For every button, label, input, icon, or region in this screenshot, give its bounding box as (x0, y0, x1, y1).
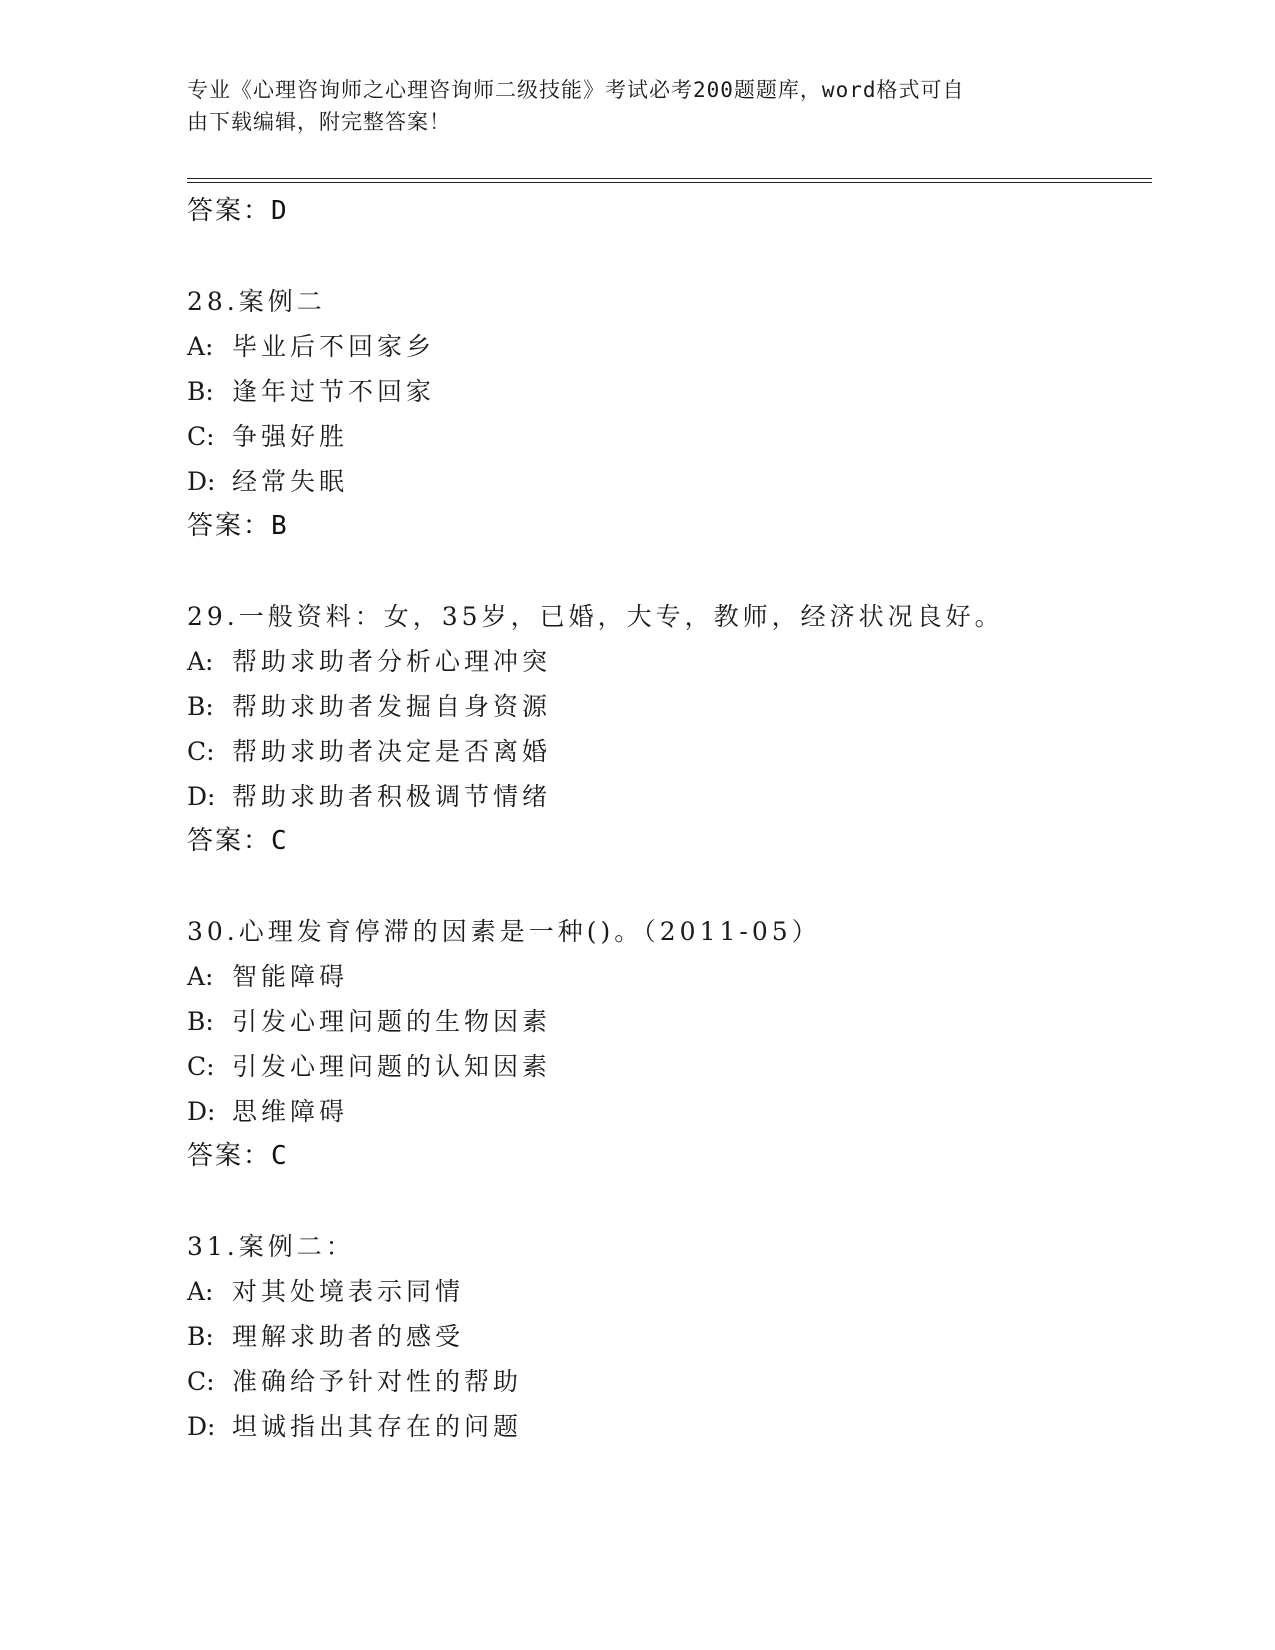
option-d (187, 1404, 1152, 1449)
option-letter: B: (187, 1007, 214, 1036)
question-block-29 (187, 594, 1152, 864)
answer-label: 答案： (187, 1141, 272, 1171)
option-letter: D: (187, 1097, 216, 1126)
option-c (187, 1359, 1152, 1404)
option-c (187, 1044, 1152, 1089)
option-letter: B: (187, 692, 214, 721)
spacer (187, 234, 1152, 279)
question-title: 29.一般资料：女，35岁，已婚，大专，教师，经济状况良好。 (187, 602, 1004, 631)
answer-value: D (271, 196, 289, 226)
option-text: 引发心理问题的认知因素 (232, 1052, 552, 1081)
option-letter: B: (187, 377, 214, 406)
option-b (187, 999, 1152, 1044)
document-header (187, 74, 1067, 138)
spacer (187, 549, 1152, 594)
option-letter: D: (187, 1412, 216, 1441)
answer-value: C (271, 1141, 289, 1171)
option-text: 毕业后不回家乡 (232, 332, 436, 361)
option-letter: B: (187, 1322, 214, 1351)
option-text: 帮助求助者决定是否离婚 (232, 737, 552, 766)
option-text: 争强好胜 (232, 422, 349, 451)
question-block-28 (187, 279, 1152, 549)
option-a (187, 639, 1152, 684)
option-c (187, 414, 1152, 459)
header-divider (187, 178, 1152, 183)
answer-line (187, 1134, 1152, 1179)
question-block-30 (187, 909, 1152, 1179)
option-text: 帮助求助者分析心理冲突 (232, 647, 552, 676)
option-text: 智能障碍 (232, 962, 349, 991)
answer-line (187, 819, 1152, 864)
option-b (187, 684, 1152, 729)
question-title: 30.心理发育停滞的因素是一种()。（2011-05） (187, 917, 821, 946)
option-letter: D: (187, 782, 216, 811)
answer-value: B (271, 511, 289, 541)
option-d (187, 774, 1152, 819)
option-text: 坦诚指出其存在的问题 (232, 1412, 523, 1441)
question-list (187, 189, 1152, 1449)
option-text: 帮助求助者积极调节情绪 (232, 782, 552, 811)
question-block-31 (187, 1224, 1152, 1449)
option-letter: A: (187, 1277, 214, 1306)
option-c (187, 729, 1152, 774)
option-text: 经常失眠 (232, 467, 349, 496)
option-letter: C: (187, 1367, 215, 1396)
answer-label: 答案： (187, 511, 272, 541)
option-text: 思维障碍 (232, 1097, 349, 1126)
question-title: 28.案例二 (187, 287, 326, 316)
option-a (187, 954, 1152, 999)
option-d (187, 1089, 1152, 1134)
option-letter: C: (187, 1052, 215, 1081)
option-a (187, 324, 1152, 369)
answer-value: C (271, 826, 289, 856)
option-text: 对其处境表示同情 (232, 1277, 465, 1306)
answer-label: 答案： (187, 826, 272, 856)
option-text: 理解求助者的感受 (232, 1322, 465, 1351)
question-title: 31.案例二： (187, 1232, 355, 1261)
spacer (187, 864, 1152, 909)
answer-line-prev (187, 189, 1152, 234)
option-letter: A: (187, 332, 214, 361)
option-text: 准确给予针对性的帮助 (232, 1367, 523, 1396)
option-text: 帮助求助者发掘自身资源 (232, 692, 552, 721)
option-a (187, 1269, 1152, 1314)
option-b (187, 1314, 1152, 1359)
option-text: 引发心理问题的生物因素 (232, 1007, 552, 1036)
option-d (187, 459, 1152, 504)
option-letter: D: (187, 467, 216, 496)
answer-label: 答案： (187, 196, 272, 226)
option-letter: C: (187, 737, 215, 766)
spacer (187, 1179, 1152, 1224)
option-letter: A: (187, 647, 214, 676)
header-line-1: 专业《心理咨询师之心理咨询师二级技能》考试必考200题题库，word格式可自 (187, 78, 965, 102)
option-b (187, 369, 1152, 414)
option-letter: A: (187, 962, 214, 991)
header-line-2: 由下载编辑，附完整答案！ (187, 110, 451, 134)
answer-line (187, 504, 1152, 549)
option-text: 逢年过节不回家 (232, 377, 436, 406)
option-letter: C: (187, 422, 215, 451)
